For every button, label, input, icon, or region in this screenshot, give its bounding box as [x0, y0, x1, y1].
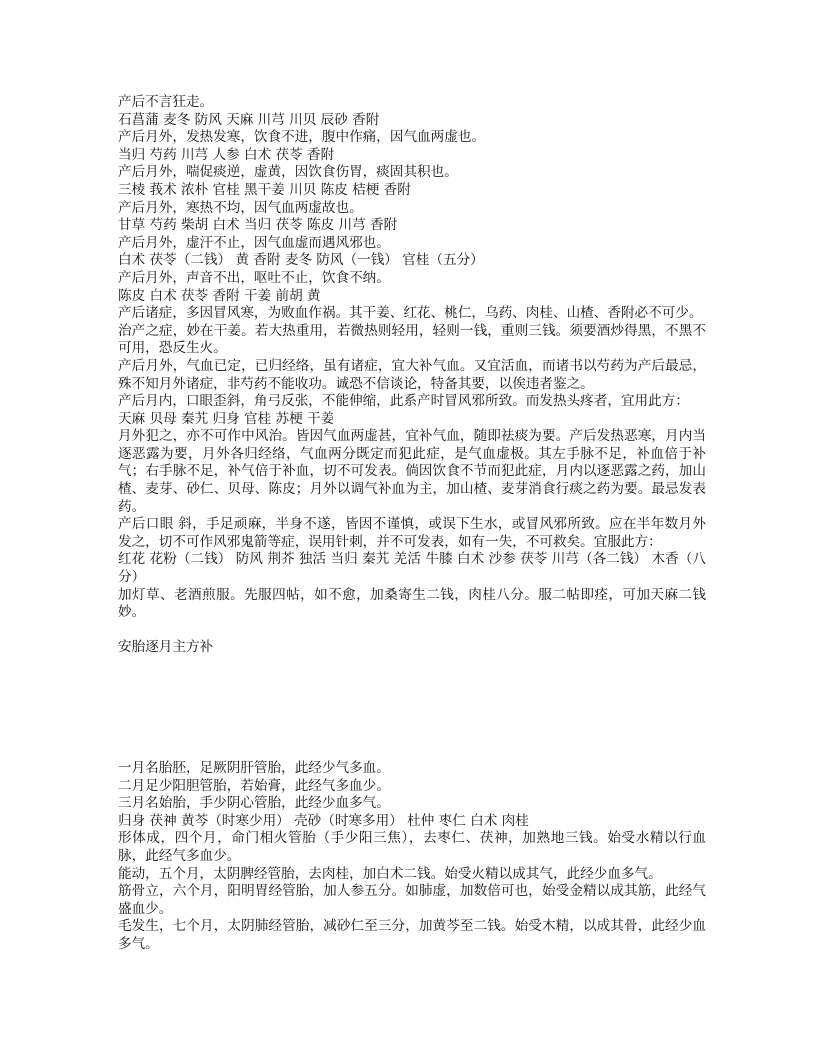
prescription: 归身 茯神 黄芩（时寒少用） 壳砂（时寒多用） 杜仲 枣仁 白术 肉桂	[118, 812, 529, 829]
prescription: 天麻 贝母 秦艽 归身 官桂 苏梗 干姜	[118, 410, 335, 427]
paragraph: 产后月外，声音不出，呕吐不止，饮食不纳。	[118, 269, 390, 286]
section-title: 安胎逐月主方补	[118, 639, 214, 656]
paragraph: 产后月外，气血已定，已归经络，虽有诸症，宜大补气血。又宜活血，而诸书以芍药为产后最忌，殊不知月外诸症，非芍药不能收功。诚恐不信谈论，特备其要，以俟违者鉴之。	[118, 357, 706, 392]
prescription: 三棱 莪术 浓朴 官桂 黑干姜 川贝 陈皮 桔梗 香附	[118, 181, 411, 198]
paragraph: 能动，五个月，太阴脾经管胎，去肉桂，加白术二钱。始受火精以成其气，此经少血多气。	[118, 865, 662, 882]
prescription: 石菖蒲 麦冬 防风 天麻 川芎 川贝 辰砂 香附	[118, 111, 380, 128]
paragraph: 产后口眼 斜，手足顽麻，半身不遂，皆因不谨慎，或误下生水，或冒风邪所致。应在半年数月外发之，切不可作风邪鬼箭等症，误用针刺，并不可发表，如有一失，不可救矣。宜服此方：	[118, 516, 706, 550]
paragraph: 产后诸症，多因冒风寒，为败血作祸。其干姜、红花、桃仁，乌药、肉桂、山楂、香附必不可少。	[118, 305, 703, 322]
paragraph: 产后月外，寒热不均，因气血两虚故也。	[118, 199, 363, 216]
paragraph: 筋骨立，六个月，阳明胃经管胎，加人参五分。如肺虚，加数倍可也，始受金精以成其筋，此经气盛血少。	[118, 883, 706, 917]
paragraph: 治产之症，妙在干姜。若大热重用，若微热则轻用，轻则一钱，重则三钱。须要酒炒得黑，不黑不可用，恐反生火。	[118, 322, 706, 357]
paragraph: 二月足少阳胆管胎，若始膏，此经气多血少。	[118, 777, 390, 794]
paragraph: 产后月外，虚汗不止，因气血虚而遇风邪也。	[118, 234, 390, 251]
paragraph: 三月名始胎，手少阴心管胎，此经少血多气。	[118, 795, 390, 812]
prescription: 甘草 芍药 柴胡 白术 当归 茯苓 陈皮 川芎 香附	[118, 217, 398, 234]
paragraph: 产后月内，口眼歪斜，角弓反张，不能伸缩，此系产时冒风邪所致。而发热头疼者，宜用此方：	[118, 393, 689, 410]
prescription: 红花 花粉（二钱） 防风 荆芥 独活 当归 秦艽 羌活 牛膝 白术 沙参 茯苓 川芎（各二钱） 木香（八分）	[118, 551, 706, 586]
document-page	[118, 94, 706, 954]
paragraph: 产后月外，喘促痰逆，虚黄，因饮食伤胃，痰固其积也。	[118, 164, 458, 181]
prescription: 白术 茯苓（二钱） 黄 香附 麦冬 防风（一钱） 官桂（五分）	[118, 252, 484, 269]
spacer	[118, 622, 706, 640]
paragraph: 形体成，四个月，命门相火管胎（手少阳三焦），去枣仁、茯神，加熟地三钱。始受水精以行血脉，此经气多血少。	[118, 830, 706, 864]
spacer	[118, 657, 706, 760]
prescription: 陈皮 白术 茯苓 香附 干姜 前胡 黄	[118, 287, 321, 304]
prescription: 当归 芍药 川芎 人参 白术 茯苓 香附	[118, 146, 335, 163]
paragraph: 加灯草、老酒煎服。先服四帖，如不愈，加桑寄生二钱，肉桂八分。服二帖即痊，可加天麻二钱妙。	[118, 586, 706, 621]
paragraph: 产后不言狂走。	[118, 94, 214, 110]
paragraph: 毛发生，七个月，太阴肺经管胎，减砂仁至三分，加黄芩至二钱。始受木精，以成其骨，此经少血多气。	[118, 918, 706, 952]
paragraph: 一月名胎胚，足厥阴肝管胎，此经少气多血。	[118, 760, 390, 776]
paragraph: 月外犯之，亦不可作中风治。皆因气血两虚甚，宜补气血，随即祛痰为要。产后发热恶寒，月内当逐恶露为要，月外各归经络，气血两分既定而犯此症，是气血虚极。其左手脉不足，补血倍于补气；右手脉不足，补气倍于补血，切不可发表。倘因饮食不节而犯此症，月内以逐恶露之药，加山楂、麦芽、砂仁、贝母、陈皮；月外以调气补血为主，加山楂、麦芽消食行痰之药为要。最忌发表药。	[118, 428, 706, 515]
paragraph: 产后月外，发热发寒，饮食不进，腹中作痛，因气血两虚也。	[118, 129, 486, 146]
